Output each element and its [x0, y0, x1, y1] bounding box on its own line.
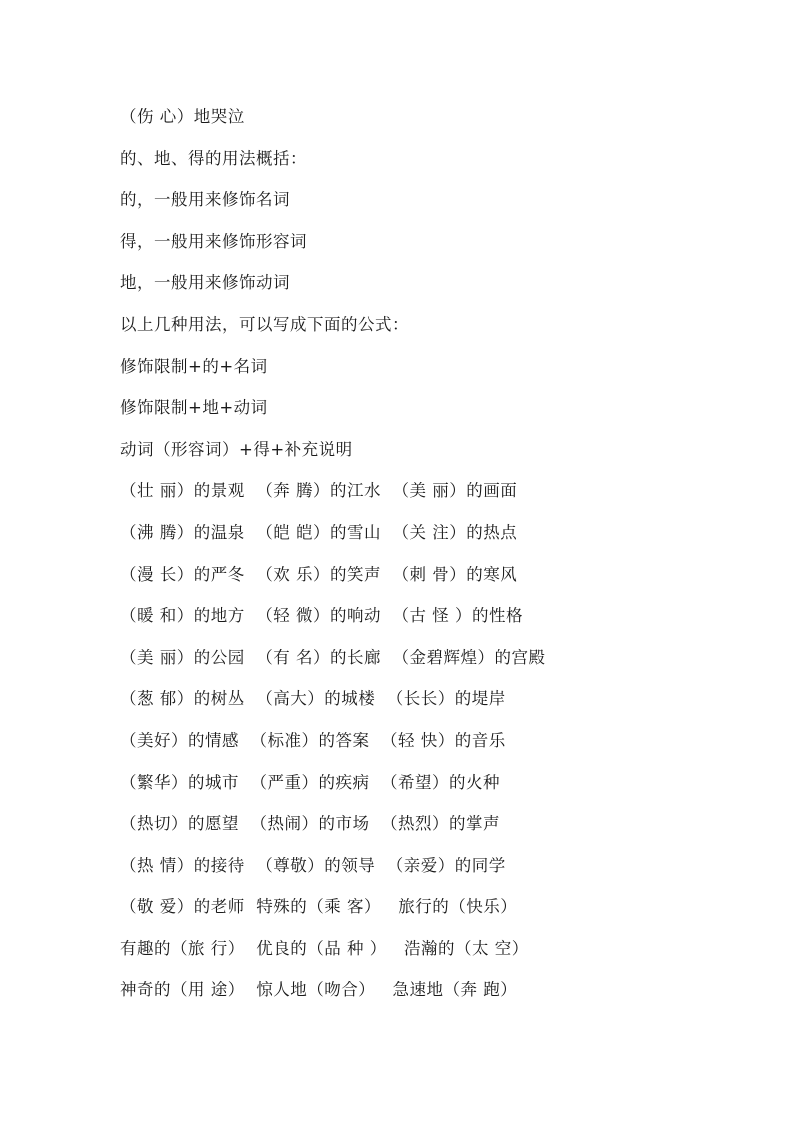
text-line: （漫 长）的严冬 （欢 乐）的笑声 （刺 骨）的寒风 — [120, 564, 518, 584]
text-line: （美好）的情感 （标准）的答案 （轻 快）的音乐 — [120, 730, 506, 750]
text-body — [120, 103, 740, 1018]
text-line: （热 情）的接待 （尊敬）的领导 （亲爱）的同学 — [120, 855, 506, 875]
text-line: 地，一般用来修饰动词 — [120, 273, 290, 293]
text-line: 的、地、得的用法概括： — [120, 148, 307, 168]
text-line: 动词（形容词）+得+补充说明 — [120, 439, 353, 459]
text-line: 有趣的（旅 行） 优良的（品 种 ） 浩瀚的（太 空） — [120, 938, 529, 958]
text-line: （美 丽）的公园 （有 名）的长廊 （金碧辉煌）的宫殿 — [120, 647, 546, 667]
text-line: 神奇的（用 途） 惊人地（吻合） 急速地（奔 跑） — [120, 980, 518, 1000]
text-line: 修饰限制+地+动词 — [120, 398, 268, 418]
text-line: （敬 爱）的老师 特殊的（乘 客） 旅行的（快乐） — [120, 897, 518, 917]
text-line: 修饰限制+的+名词 — [120, 356, 268, 376]
text-line: （暖 和）的地方 （轻 微）的响动 （古 怪 ）的性格 — [120, 606, 523, 626]
text-line: 的，一般用来修饰名词 — [120, 190, 290, 210]
text-line: 以上几种用法，可以写成下面的公式： — [120, 314, 409, 334]
text-line: （壮 丽）的景观 （奔 腾）的江水 （美 丽）的画面 — [120, 481, 518, 501]
text-line: 得，一般用来修饰形容词 — [120, 231, 307, 251]
text-line: （葱 郁）的树丛 （高大）的城楼 （长长）的堤岸 — [120, 689, 506, 709]
text-line: （繁华）的城市 （严重）的疾病 （希望）的火种 — [120, 772, 500, 792]
text-line: （沸 腾）的温泉 （皑 皑）的雪山 （关 注）的热点 — [120, 522, 518, 542]
text-line: （伤 心）地哭泣 — [120, 107, 245, 126]
text-line: （热切）的愿望 （热闹）的市场 （热烈）的掌声 — [120, 814, 500, 834]
